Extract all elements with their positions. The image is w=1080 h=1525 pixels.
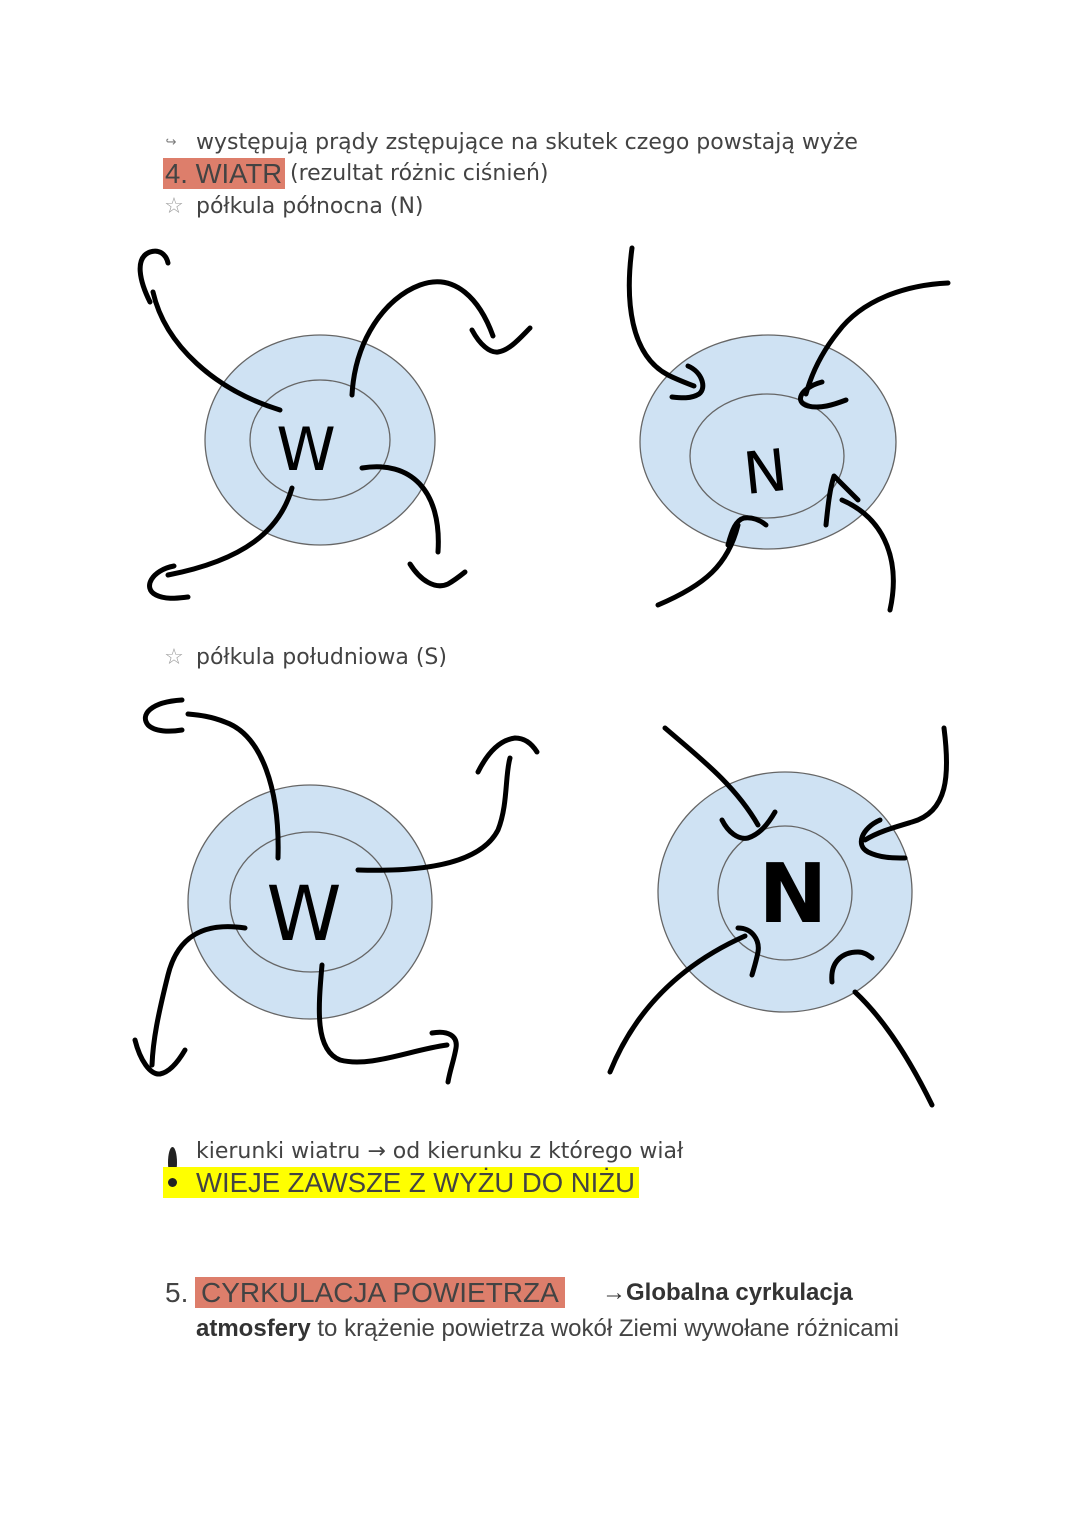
section-5-lead: →Globalna cyrkulacja: [602, 1279, 853, 1306]
section-5-heading: CYRKULACJA POWIETRZA: [195, 1277, 565, 1308]
note-item-key-rule: [0, 1167, 1080, 1198]
key-rule-text: WIEJE ZAWSZE Z WYŻU DO NIŻU: [196, 1167, 635, 1198]
star-icon: ☆: [164, 645, 184, 670]
south-low-pressure-diagram: [610, 728, 947, 1105]
bullet-dot: [168, 1178, 177, 1187]
section-5-paragraph-line: [0, 1313, 1080, 1344]
section-5-number: 5.: [165, 1277, 189, 1308]
north-hemisphere-line: [0, 191, 1080, 222]
high-pressure-label: W: [266, 869, 342, 958]
section-4-heading: 4. WIATR: [163, 158, 285, 189]
north-hemisphere-label: półkula północna (N): [196, 194, 424, 219]
note-item-wind-direction: [0, 1136, 1080, 1167]
low-pressure-label: N: [740, 435, 791, 509]
north-high-pressure-diagram: [140, 251, 530, 598]
pressure-systems-diagram: [0, 230, 1080, 1120]
south-hemisphere-label: półkula południowa (S): [196, 645, 447, 670]
north-low-pressure-diagram: [629, 248, 948, 610]
section-5-paragraph: [196, 1313, 899, 1344]
note-text: kierunki wiatru → od kierunku z którego wiał: [196, 1139, 684, 1164]
intro-text: występują prądy zstępujące na skutek czego powstają wyże: [196, 130, 858, 155]
section-5-bold-term: atmosfery: [196, 1315, 311, 1342]
south-high-pressure-diagram: [135, 700, 537, 1082]
section-5-heading-line: [0, 1277, 1080, 1308]
high-pressure-label: W: [276, 415, 336, 485]
intro-line: [0, 127, 1080, 158]
curved-arrow-icon: ↪: [165, 135, 177, 150]
key-rule-highlight: [163, 1167, 639, 1198]
star-icon: ☆: [164, 194, 184, 219]
section-4-heading-line: [0, 158, 1080, 189]
low-pressure-label: N: [758, 847, 828, 942]
section-5-definition: to krążenie powietrza wokół Ziemi wywołane różnicami: [317, 1315, 899, 1342]
section-4-note: (rezultat różnic ciśnień): [290, 161, 549, 186]
